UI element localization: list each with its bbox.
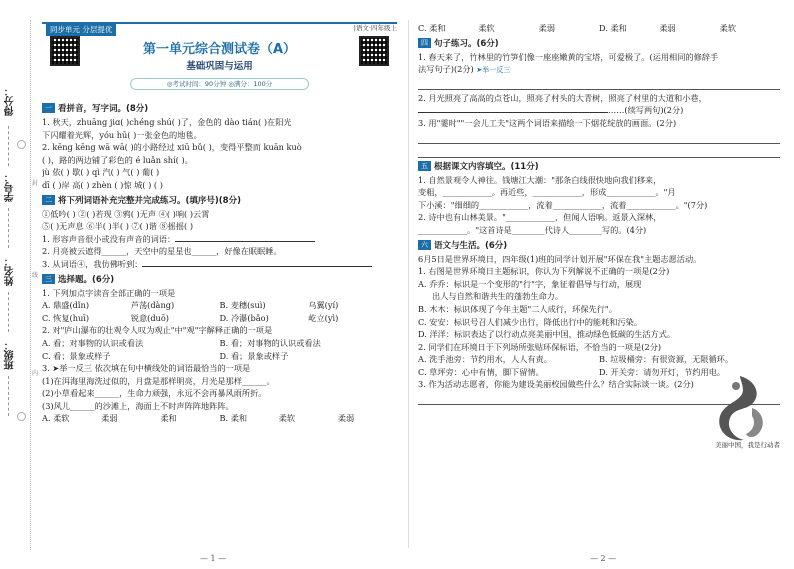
page-divider	[408, 20, 409, 548]
question-line: jù 依( ) 歇( ) qì 汽( ) 气( ) 葡( )	[42, 167, 160, 178]
option[interactable]: C. 看；景象或样子	[42, 350, 111, 361]
option: 柔弱	[337, 413, 355, 424]
question-line: 2. 对"庐山瀑布的壮观令人叹为观止"中"观"字解释正确的一项是	[42, 325, 273, 336]
section-4-header	[418, 37, 780, 49]
option: 锐意(duō)	[130, 312, 169, 323]
section-5-header	[418, 160, 780, 172]
name-label: 姓名：	[5, 256, 16, 286]
binding-line	[8, 376, 9, 416]
section-title: 看拼音，写字词。(8分)	[58, 104, 149, 114]
option: 柔弱	[101, 413, 118, 424]
question-text: 法写句子)(2分)	[418, 64, 474, 75]
question-text: ……(续写两句)(2分)	[608, 105, 684, 116]
option: 柔软	[278, 413, 296, 424]
question-line: dī ( )岸 高( ) zhèn ( )惊 城( ) ( )	[42, 179, 163, 190]
section-3-header	[42, 273, 397, 285]
section-title: 句子练习。(6分)	[434, 38, 499, 49]
question-line	[42, 233, 397, 246]
question-line: 2. kēng kēng wā wā( )的小路经过 xiū bǔ( )，变得平整而 kuān kuò	[42, 142, 302, 153]
option[interactable]: B. 看；对事物的认识或看法	[219, 337, 321, 348]
left-page	[42, 22, 397, 425]
option-row	[42, 412, 397, 425]
section-number: 三	[42, 274, 55, 284]
option[interactable]: C. 柔和	[418, 23, 446, 33]
question-line: 1. 下列加点字读音全部正确的一项是	[42, 287, 176, 298]
question-line: ⑤( )无声息 ⑥半( )半( ) ⑦( )谐 ⑧摇摇( )	[42, 221, 194, 232]
option-row	[42, 350, 397, 363]
section-title: 将下列词语补充完整并完成练习。(填序号)(8分)	[58, 195, 241, 206]
emblem-caption: 美丽中国，我是行动者	[715, 441, 780, 449]
question-line: 3. 用"霎时""一会儿工夫"这两个词语来描绘一下烟花绽放的画面。(2分)	[418, 117, 677, 128]
option[interactable]: B. 柔和	[219, 413, 248, 424]
question-line: 下闪耀着光辉，yóu hū( )一张金色的地毯。	[42, 129, 202, 140]
answer-blank[interactable]	[418, 112, 608, 113]
option[interactable]: A. 柔软	[42, 413, 70, 424]
question-line: (1)在洱海里海洗过似的，月盘是那样明亮，月光是那样______。	[42, 375, 275, 386]
option: 芦荡(dàng)	[130, 300, 175, 311]
question-line: 1. 右图是世界环境日主题标识，你认为下列解说不正确的一项是(2分)	[418, 266, 670, 277]
option-line: 出人与自然和谐共生的蓬勃生命力。	[432, 291, 564, 302]
question-line: 3. ➤举一反三 依次填在句中横线处的词语最恰当的一项是	[42, 363, 251, 374]
line-mark: 线	[32, 272, 39, 279]
question-line: 2. 月光照亮了高高的点苍山，照亮了村头的大青树，照亮了村里的大道和小巷，	[418, 92, 707, 103]
section-number: 一	[42, 103, 55, 113]
option: 柔弱	[538, 23, 556, 33]
binding-line	[8, 126, 9, 166]
answer-line[interactable]	[418, 146, 780, 158]
section-1-header	[42, 102, 397, 114]
option-line[interactable]: D. 洋洋：标识表达了以行动点亮美丽中国，推动绿色低碳的生活方式。	[418, 329, 676, 340]
binding-line	[8, 292, 9, 332]
section-6-header	[418, 239, 780, 251]
page-number: — 2 —	[590, 554, 617, 563]
answer-line[interactable]	[418, 132, 780, 144]
question-line: 下小溪："细细的____________，流着____________，流着____________。"(7分)	[418, 199, 708, 210]
option: 柔和	[160, 413, 177, 424]
option-line[interactable]: A. 乔乔：标识是一个变形的"行"字，象征着倡导与行动，展现	[418, 278, 642, 289]
answer-blank[interactable]	[142, 266, 372, 267]
binding-strip	[0, 0, 38, 569]
answer-line[interactable]	[418, 78, 780, 90]
option[interactable]: B. 麦穗(suì)	[219, 300, 266, 311]
subject-label: |语文·四年级上	[353, 24, 397, 32]
option-row	[42, 337, 397, 350]
option: 柔弱	[659, 23, 676, 33]
option[interactable]: D. 冷瀑(bǎo)	[219, 312, 269, 323]
question-text: 1. 形容声音很小或没有声音的词语：	[42, 233, 176, 244]
option: 乌翼(yí)	[308, 300, 339, 311]
option[interactable]: A. 看；对事物的认识或看法	[42, 337, 144, 348]
question-line: 6月5日是世界环境日，四年级(1)班的同学计划开展"环保在我"主题志愿活动。	[418, 253, 702, 264]
binding-hole	[17, 412, 26, 421]
score-label: 得分：	[5, 86, 16, 116]
section-number: 五	[418, 161, 431, 171]
environment-day-emblem-icon	[700, 368, 780, 448]
section-title: 根据课文内容填空。(11分)	[434, 161, 539, 172]
option[interactable]: D. 柔和	[598, 23, 627, 33]
question-line: 1. 春天来了，竹林里的竹笋们像一座座嫩黄的宝塔，可爱极了。(运用相同的修辞手	[418, 51, 719, 62]
option: 柔软	[478, 23, 495, 33]
cut-line	[30, 20, 31, 550]
practice-link[interactable]: ➤举一反三	[476, 66, 511, 75]
question-line: 1. 自然景观令人神往。钱塘江大潮："那条白线很快地向我们移来，	[418, 174, 662, 185]
section-title: 语文与生活。(6分)	[434, 240, 508, 251]
binding-hole	[17, 140, 26, 149]
answer-blank[interactable]	[175, 241, 315, 242]
question-line	[42, 258, 397, 271]
option[interactable]: D. 看；景象或样子	[219, 350, 289, 361]
question-line: 2. 同学们在环境日于下列场所张贴环保标语，不恰当的一项是(2分)	[418, 341, 662, 352]
question-line: ①低吟( ) ②( )若现 ③鸦( )无声 ④( )响( )云霄	[42, 208, 210, 219]
option: 柔软	[719, 23, 737, 33]
option-line[interactable]: B. 木木：标识体现了今年主题"二人成行，环保先行"。	[418, 303, 617, 314]
exam-header	[42, 22, 397, 100]
question-line: (3)风儿______的沙滩上，海面上不时声阵阵地阵阵。	[42, 400, 234, 411]
question-line	[418, 63, 780, 76]
class-label: 班级：	[5, 340, 16, 370]
question-line: (2)小草看起来______，生命力顽强，永远不会再暴风雨所折。	[42, 388, 267, 399]
option-row	[418, 353, 780, 366]
option[interactable]: B. 垃圾桶旁：有很资源，无限循环。	[599, 354, 734, 365]
exam-meta: ◎考试时间：90分钟 ◎满分：100分	[130, 78, 309, 90]
section-number: 六	[418, 240, 431, 250]
student-id-label: 学号：	[5, 172, 16, 202]
exam-subtitle: 基础巩固与运用	[186, 61, 253, 72]
section-number: 二	[42, 195, 55, 205]
section-number: 四	[418, 38, 431, 48]
seal-mark: 封	[32, 180, 39, 187]
inner-mark: 内	[32, 370, 39, 377]
option[interactable]: C. 草坪旁：心中有情，脚下留情。	[418, 366, 544, 377]
option[interactable]: C. 恢复(huī)	[42, 312, 90, 323]
question-line: 2. 月亮被云遮得______，天空中的星星也______，好像在眠眠睡。	[42, 246, 282, 257]
question-line: 1. 秋天，zhuāng jiɑ( )chéng shú( )了，金色的 dào tián( )在阳光	[42, 117, 292, 127]
question-line: 变粗，____________。再近些，____________，形成____________。"月	[418, 187, 676, 198]
option-row	[418, 22, 780, 35]
option-row	[42, 312, 397, 325]
option[interactable]: A. 洗手池旁：节约用水，人人有责。	[418, 354, 552, 365]
option[interactable]: A. 鼎盛(dǐn)	[42, 300, 90, 311]
right-page	[418, 22, 780, 449]
question-text: 3. 从词语④，我仿佛听到：	[42, 258, 143, 269]
question-line	[418, 104, 780, 117]
option-line[interactable]: C. 安安：标识号召人们减少出行，降低出行中的能耗和污染。	[418, 316, 643, 327]
option: 屹立(yì)	[308, 312, 339, 323]
exam-title: 第一单元综合测试卷（A）	[142, 42, 297, 57]
question-line: ____________。"这首诗是________代诗人________写的。(4分)	[418, 224, 647, 235]
question-line: ( )，路的两边铺了彩色的 é luǎn shí( )。	[42, 154, 193, 165]
section-title: 选择题。(6分)	[58, 274, 115, 285]
option[interactable]: D. 开关旁：请勿开灯，节约用电。	[599, 366, 726, 377]
section-2-header	[42, 194, 397, 206]
question-line: 2. 诗中也有山林美景。"____________，但闻人语响。返景入深林，	[418, 212, 662, 223]
page-number: — 1 —	[200, 554, 227, 563]
binding-line	[8, 208, 9, 248]
option-row	[42, 299, 397, 312]
question-line: 3. 作为活动志愿者，你能为建设美丽校园做些什么？结合实际谈一谈。(2分)	[418, 379, 694, 390]
series-tag: 同步单元 分层提优	[46, 23, 116, 36]
